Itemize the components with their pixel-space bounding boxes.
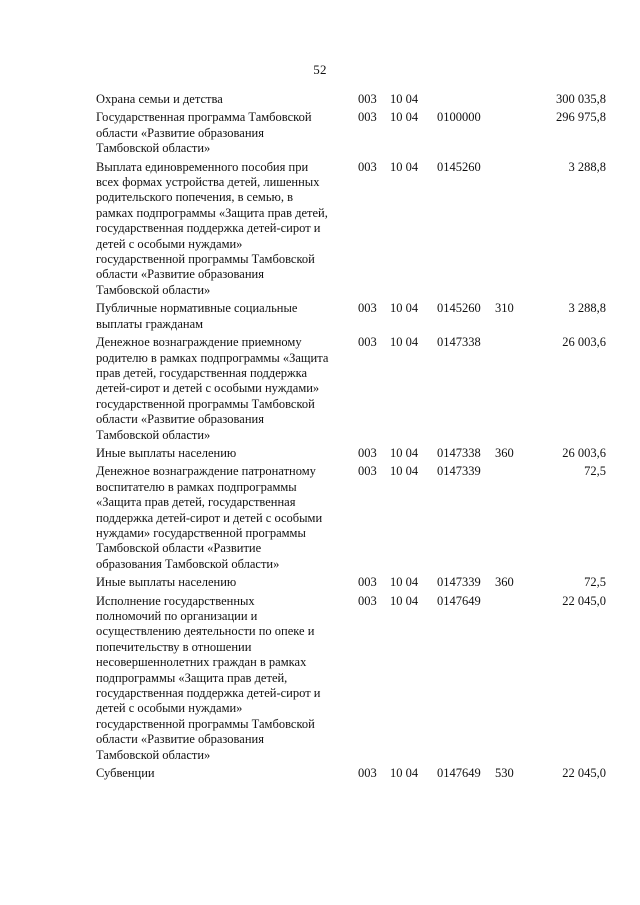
row-section-code: 10 04: [390, 301, 419, 316]
row-ministry-code: 003: [358, 301, 377, 316]
row-article-code: 0147338: [437, 445, 481, 460]
row-name: Денежное вознаграждение патронатному воспитателю в рамках подпрограммы «Защита прав детей, государственная поддержка детей-сирот и детей с особыми нуждами» государственной программы Тамбовской области «Развитие образования Тамбовской области»: [96, 464, 323, 571]
row-section-code: 10 04: [390, 159, 419, 174]
row-article-code: 0147649: [437, 766, 481, 781]
row-ministry-code: 003: [358, 593, 377, 608]
row-ministry-code: 003: [358, 464, 377, 479]
row-name: Исполнение государственных полномочий по организации и осуществлению деятельности по опеке и попечительству в отношении несовершеннолетних граждан в рамках подпрограммы «Защита прав детей, государственная поддержка детей-сирот и детей с особыми нуждами» государственной программы Тамбовской области «Развитие образования Тамбовской области»: [96, 593, 321, 762]
table-row: [96, 301, 606, 332]
table-row: [96, 766, 606, 781]
row-article-code: 0147339: [437, 575, 481, 590]
row-name: Публичные нормативные социальные выплаты гражданам: [96, 301, 298, 331]
table-row: [96, 110, 606, 156]
table-row: [96, 92, 606, 107]
table-row: [96, 335, 606, 443]
row-article-code: 0147649: [437, 593, 481, 608]
row-ministry-code: 003: [358, 335, 377, 350]
row-expense-type: 310: [495, 301, 514, 316]
row-article-code: 0147339: [437, 464, 481, 479]
table-row: [96, 160, 606, 299]
row-sum: 26 003,6: [562, 335, 606, 350]
row-section-code: 10 04: [390, 575, 419, 590]
row-expense-type: 360: [495, 445, 514, 460]
row-section-code: 10 04: [390, 335, 419, 350]
row-ministry-code: 003: [358, 766, 377, 781]
row-sum: 26 003,6: [562, 445, 606, 460]
budget-table: [96, 92, 606, 784]
row-section-code: 10 04: [390, 92, 419, 106]
row-expense-type: 530: [495, 766, 514, 781]
row-sum: 72,5: [584, 464, 606, 479]
row-name: Денежное вознаграждение приемному родителю в рамках подпрограммы «Защита прав детей, государственная поддержка детей-сирот и детей с особыми нуждами» государственной программы Тамбовской области «Развитие образования Тамбовской области»: [96, 335, 329, 442]
row-sum: 22 045,0: [562, 593, 606, 608]
row-name: Иные выплаты населению: [96, 575, 237, 590]
row-ministry-code: 003: [358, 92, 377, 106]
row-article-code: 0100000: [437, 110, 481, 125]
table-row: [96, 575, 606, 590]
row-ministry-code: 003: [358, 159, 377, 174]
row-expense-type: 360: [495, 575, 514, 590]
row-name: Охрана семьи и детства: [96, 92, 223, 106]
table-row: [96, 464, 606, 572]
row-name: Выплата единовременного пособия при всех формах устройства детей, лишенных родительского попечения, в семью, в рамках подпрограммы «Защита прав детей, государственная поддержка детей-сирот и детей с особыми нуждами» государственной программы Тамбовской области «Развитие образования Тамбовской области»: [96, 159, 328, 297]
row-section-code: 10 04: [390, 766, 419, 781]
row-ministry-code: 003: [358, 110, 377, 125]
table-row: [96, 594, 606, 763]
row-sum: 22 045,0: [562, 766, 606, 781]
row-name: Субвенции: [96, 766, 155, 781]
row-sum: 3 288,8: [568, 159, 606, 174]
row-sum: 72,5: [584, 575, 606, 590]
row-ministry-code: 003: [358, 575, 377, 590]
row-section-code: 10 04: [390, 445, 419, 460]
row-ministry-code: 003: [358, 445, 377, 460]
row-sum: 300 035,8: [556, 92, 606, 106]
row-article-code: 0147338: [437, 335, 481, 350]
row-article-code: 0145260: [437, 159, 481, 174]
page-number: 52: [313, 62, 327, 77]
row-article-code: 0145260: [437, 301, 481, 316]
row-sum: 296 975,8: [556, 110, 606, 125]
row-name: Государственная программа Тамбовской области «Развитие образования Тамбовской области»: [96, 110, 312, 156]
row-name: Иные выплаты населению: [96, 445, 237, 460]
table-row: [96, 446, 606, 461]
row-section-code: 10 04: [390, 593, 419, 608]
row-section-code: 10 04: [390, 464, 419, 479]
row-section-code: 10 04: [390, 110, 419, 125]
row-sum: 3 288,8: [568, 301, 606, 316]
